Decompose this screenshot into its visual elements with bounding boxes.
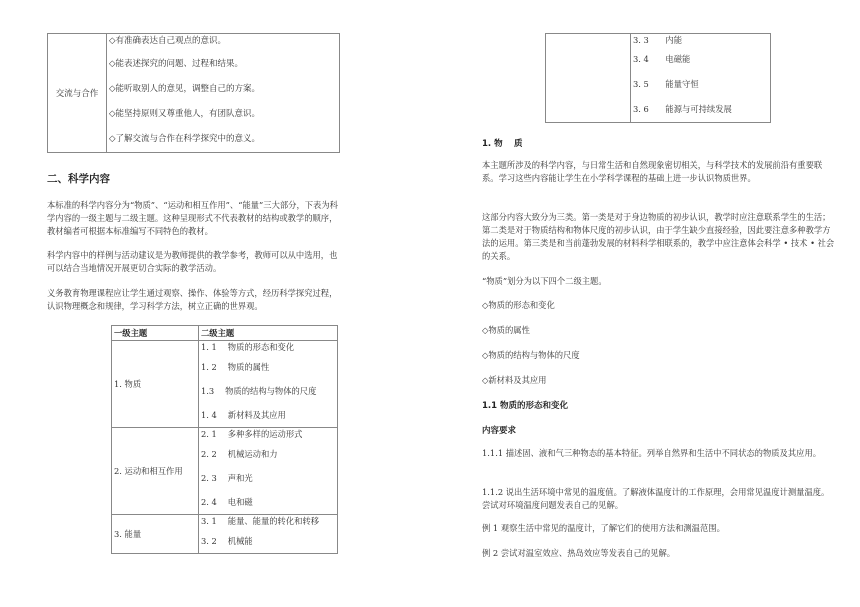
paragraph: 例 1 观察生活中常见的温度计，了解它们的使用方法和测温范围。 (482, 523, 725, 533)
paragraph: 1.1.2 说出生活环境中常见的温度值。了解液体温度计的工作原理，会用常见温度计测量温度。尝试对环境温度问题发表自己的见解。 (482, 487, 830, 510)
list-item: ◇有准确表达自己观点的意识。 (109, 36, 227, 46)
table-header-row (112, 326, 338, 341)
paragraph: 科学内容中的样例与活动建议是为教师提供的教学参考，教师可以从中选用，也可以结合当地情况开展更切合实际的教学活动。 (47, 250, 338, 273)
list-item: ◇物质的属性 (482, 325, 530, 335)
table-items-cell (107, 34, 340, 153)
paragraph: 这部分内容大致分为三类。第一类是对于身边物质的初步认识，教学时应注意联系学生的生活；第二类是对于物质结构和物体尺度的初步认识，由于学生缺少直接经验，因此要注意多种教学方法的运用。第三类是和当前蓬勃发展的材料科学相联系的，教学中应注意体会科学 • 技术 • 社会的关系。 (482, 212, 835, 261)
subsection-heading: 内容要求 (482, 426, 517, 436)
list-item: ◇物质的形态和变化 (482, 300, 555, 310)
subtheme-item: 3. 6 能源与可持续发展 (633, 104, 732, 114)
section-title: 二、科学内容 (47, 173, 110, 185)
paragraph: 本主题所涉及的科学内容，与日常生活和自然现象密切相关，与科学技术的发展前沿有重要联系。学习这些内容能让学生在小学科学课程的基础上进一步认识物质世界。 (482, 160, 823, 183)
subtheme-item: 2. 3 声和光 (201, 473, 253, 483)
subtheme-item: 1. 4 新材料及其应用 (201, 410, 286, 420)
paragraph: 本标准的科学内容分为“物质”、“运动和相互作用”、“能量”三大部分，下表为科学内容的一级主题与二级主题。这种呈现形式不代表教材的结构或教学的顺序，教材编者可根据本标准编写不同特色的教材。 (47, 200, 338, 236)
subtheme-item: 3. 5 能量守恒 (633, 79, 699, 89)
table-row (112, 341, 338, 428)
subtheme-item: 3. 4 电磁能 (633, 54, 691, 64)
subtheme-item: 2. 2 机械运动和力 (201, 449, 278, 459)
subtheme-item: 1. 1 物质的形态和变化 (201, 342, 295, 352)
table-row (546, 34, 771, 123)
theme-cell: 3. 能量 (112, 515, 199, 554)
subtheme-item: 3. 1 能量、能量的转化和转移 (201, 516, 320, 526)
theme-cell: 1. 物质 (112, 341, 199, 428)
subtheme-item: 1.3 物质的结构与物体的尺度 (201, 386, 317, 396)
list-item: ◇能听取别人的意见，调整自己的方案。 (109, 84, 261, 94)
list-item: ◇新材料及其应用 (482, 375, 547, 385)
list-item: ◇能坚持原则又尊重他人，有团队意识。 (109, 109, 261, 119)
subtheme-cell (199, 341, 338, 428)
subtheme-item: 2. 1 多种多样的运动形式 (201, 429, 303, 439)
table-category-cell: 交流与合作 (48, 34, 107, 153)
paragraph: 1.1.1 描述固、液和气三种物态的基本特征。列举自然界和生活中不同状态的物质及其应用。 (482, 448, 822, 458)
table-row (112, 428, 338, 515)
table-row (112, 515, 338, 554)
subtheme-item: 2. 4 电和磁 (201, 497, 253, 507)
empty-cell (546, 34, 631, 123)
paragraph: 例 2 尝试对温室效应、热岛效应等发表自己的见解。 (482, 548, 676, 558)
paragraph: 义务教育物理课程应让学生通过观察、操作、体验等方式，经历科学探究过程，认识物理概念和规律，学习科学方法，树立正确的世界观。 (47, 288, 338, 311)
subtheme-item: 3. 3 内能 (633, 35, 683, 45)
column-header: 一级主题 (112, 326, 199, 341)
theme-cell: 2. 运动和相互作用 (112, 428, 199, 515)
topic-table-continued (545, 33, 771, 123)
subtheme-cell (631, 34, 771, 123)
list-item: ◇物质的结构与物体的尺度 (482, 350, 580, 360)
communication-table (47, 33, 340, 153)
list-item: ◇能表述探究的问题、过程和结果。 (109, 59, 244, 69)
column-header: 二级主题 (199, 326, 338, 341)
subtheme-cell (199, 428, 338, 515)
subtheme-cell (199, 515, 338, 554)
list-item: ◇了解交流与合作在科学探究中的意义。 (109, 134, 261, 144)
topic-table (111, 325, 338, 554)
subsection-heading: 1.1 物质的形态和变化 (482, 401, 569, 411)
subtheme-item: 1. 2 物质的属性 (201, 362, 270, 372)
subtheme-item: 3. 2 机械能 (201, 536, 253, 546)
section-heading: 1. 物 质 (482, 139, 523, 149)
paragraph: “物质”划分为以下四个二级主题。 (482, 276, 607, 286)
